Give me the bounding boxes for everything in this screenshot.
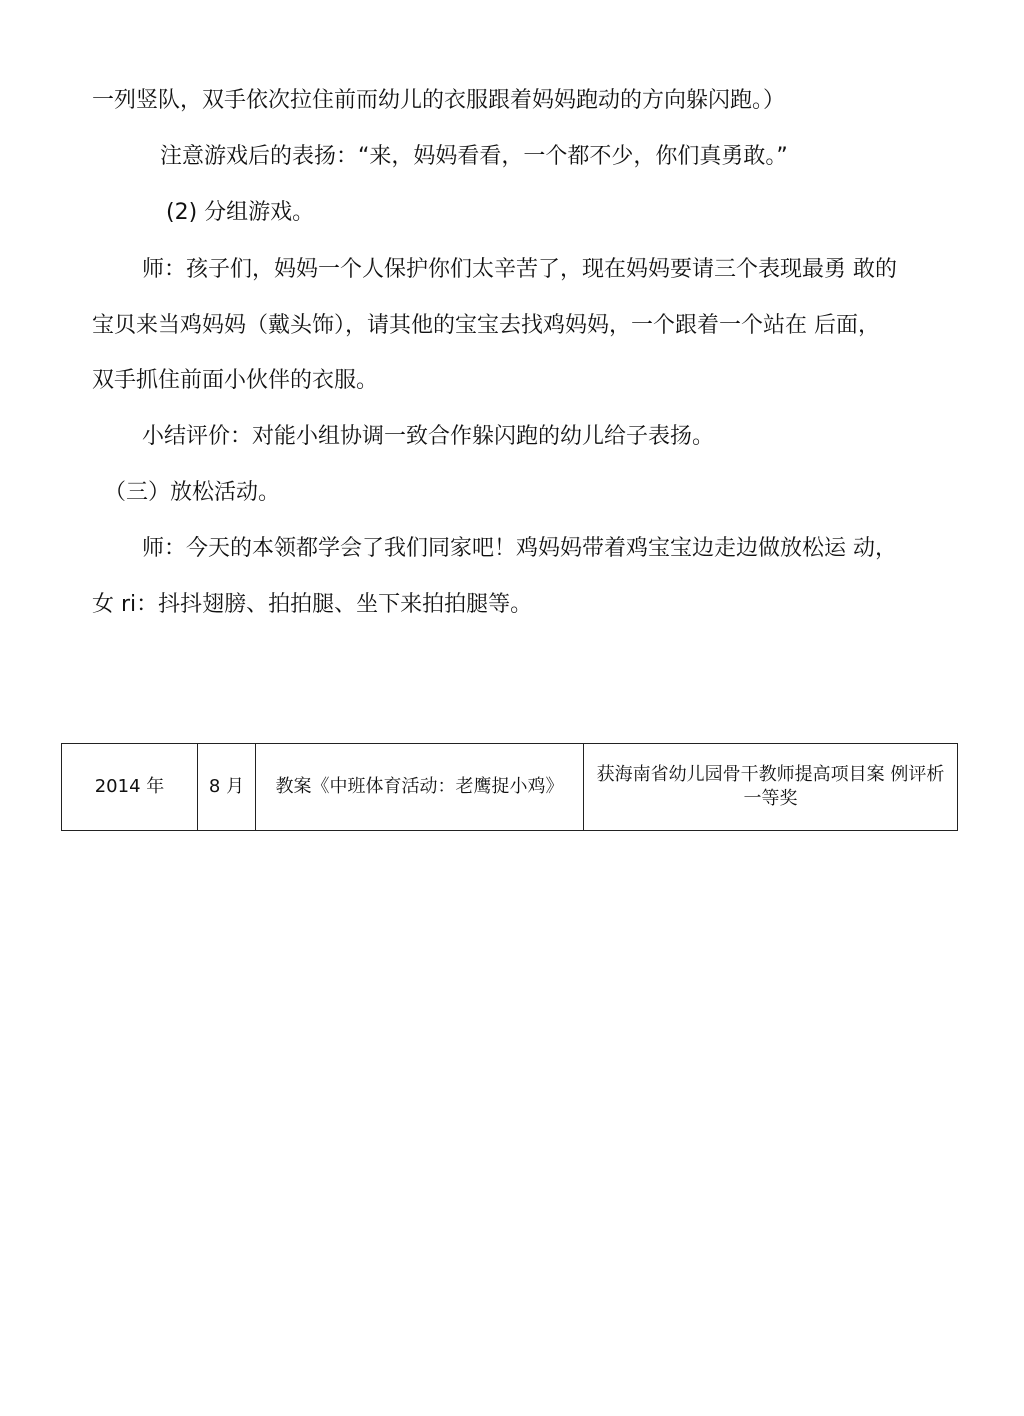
award-table bbox=[61, 743, 958, 831]
paragraph-line: 宝贝来当鸡妈妈（戴头饰），请其他的宝宝去找鸡妈妈，一个跟着一个站在 后面， bbox=[92, 313, 880, 338]
award-title-cell: 教案《中班体育活动：老鹰捉小鸡》 bbox=[256, 744, 584, 831]
award-month-cell: 8 月 bbox=[198, 744, 256, 831]
paragraph-line: 女 ri：抖抖翅膀、拍拍腿、坐下来拍拍腿等。 bbox=[92, 592, 533, 617]
paragraph-line: 小结评价：对能小组协调一致合作躲闪跑的幼儿给子表扬。 bbox=[142, 424, 715, 449]
award-description-cell: 获海南省幼儿园骨干教师提高项目案 例评析一等奖 bbox=[584, 744, 958, 831]
paragraph-line: 注意游戏后的表扬：“来，妈妈看看，一个都不少，你们真勇敢。” bbox=[160, 144, 788, 169]
section-heading: (2) 分组游戏。 bbox=[166, 200, 315, 225]
award-year-cell: 2014 年 bbox=[62, 744, 198, 831]
section-heading: （三）放松活动。 bbox=[104, 480, 281, 505]
paragraph-line: 师：今天的本领都学会了我们同家吧！鸡妈妈带着鸡宝宝边走边做放松运 动， bbox=[142, 536, 897, 561]
paragraph-line: 师：孩子们，妈妈一个人保护你们太辛苦了，现在妈妈要请三个表现最勇 敢的 bbox=[142, 257, 897, 282]
table-row bbox=[62, 744, 958, 831]
paragraph-line: 一列竖队，双手依次拉住前而幼儿的衣服跟着妈妈跑动的方向躲闪跑。） bbox=[92, 88, 786, 113]
paragraph-line: 双手抓住前面小伙伴的衣服。 bbox=[92, 368, 379, 393]
